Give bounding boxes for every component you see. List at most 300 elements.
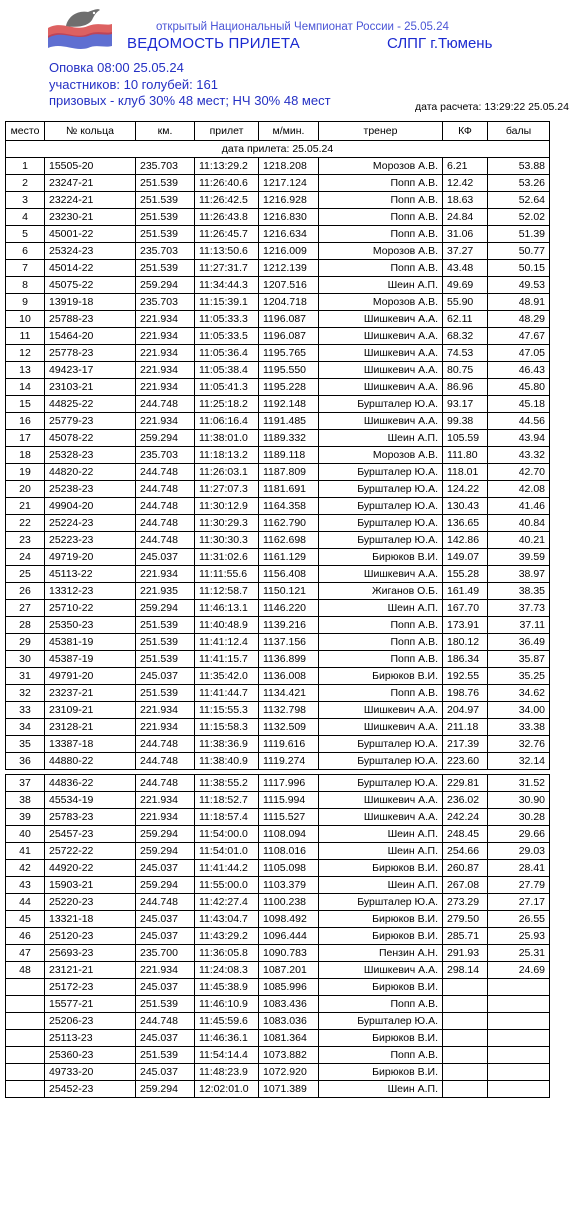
cell-points: 33.38 (488, 719, 550, 736)
cell-trainer: Шишкевич А.А. (319, 566, 443, 583)
cell-distance: 245.037 (136, 979, 195, 996)
table-row (6, 809, 550, 826)
cell-points (488, 1064, 550, 1081)
cell-speed: 1191.485 (259, 413, 319, 430)
cell-kf: 18.63 (443, 192, 488, 209)
cell-points: 47.67 (488, 328, 550, 345)
cell-speed: 1162.698 (259, 532, 319, 549)
cell-points: 37.73 (488, 600, 550, 617)
cell-points: 28.41 (488, 860, 550, 877)
cell-distance: 244.748 (136, 498, 195, 515)
cell-speed: 1204.718 (259, 294, 319, 311)
cell-place: 38 (6, 792, 45, 809)
cell-distance: 251.539 (136, 1047, 195, 1064)
cell-trainer: Морозов А.В. (319, 158, 443, 175)
table-row (6, 826, 550, 843)
cell-arrival-time: 11:05:36.4 (195, 345, 259, 362)
cell-place: 30 (6, 651, 45, 668)
cell-kf: 254.66 (443, 843, 488, 860)
cell-trainer: Попп А.В. (319, 996, 443, 1013)
cell-trainer: Шеин А.П. (319, 1081, 443, 1098)
cell-ring-number: 25350-23 (45, 617, 136, 634)
cell-ring-number: 25452-23 (45, 1081, 136, 1098)
cell-place: 42 (6, 860, 45, 877)
cell-arrival-time: 11:42:27.4 (195, 894, 259, 911)
cell-ring-number: 23224-21 (45, 192, 136, 209)
cell-speed: 1132.509 (259, 719, 319, 736)
cell-place: 44 (6, 894, 45, 911)
cell-kf: 24.84 (443, 209, 488, 226)
cell-trainer: Бирюков В.И. (319, 979, 443, 996)
cell-speed: 1196.087 (259, 328, 319, 345)
cell-distance: 235.703 (136, 243, 195, 260)
cell-arrival-time: 11:41:12.4 (195, 634, 259, 651)
table-row (6, 753, 550, 770)
cell-kf: 248.45 (443, 826, 488, 843)
cell-ring-number: 25172-23 (45, 979, 136, 996)
club-name: СЛПГ г.Тюмень (387, 35, 493, 52)
table-row (6, 328, 550, 345)
cell-place: 1 (6, 158, 45, 175)
table-row (6, 379, 550, 396)
table-row (6, 962, 550, 979)
cell-ring-number: 13312-23 (45, 583, 136, 600)
cell-speed: 1192.148 (259, 396, 319, 413)
table-row (6, 843, 550, 860)
cell-points: 40.84 (488, 515, 550, 532)
col-speed: м/мин. (259, 122, 319, 141)
cell-kf: 111.80 (443, 447, 488, 464)
cell-arrival-time: 11:26:45.7 (195, 226, 259, 243)
cell-place: 6 (6, 243, 45, 260)
cell-place (6, 1064, 45, 1081)
cell-distance: 251.539 (136, 651, 195, 668)
cell-arrival-time: 11:54:00.0 (195, 826, 259, 843)
cell-trainer: Шишкевич А.А. (319, 792, 443, 809)
cell-distance: 259.294 (136, 877, 195, 894)
cell-arrival-time: 11:35:42.0 (195, 668, 259, 685)
cell-arrival-time: 11:11:55.6 (195, 566, 259, 583)
cell-trainer: Попп А.В. (319, 175, 443, 192)
cell-distance: 235.703 (136, 294, 195, 311)
cell-place: 8 (6, 277, 45, 294)
cell-distance: 259.294 (136, 600, 195, 617)
cell-arrival-time: 11:38:36.9 (195, 736, 259, 753)
cell-place: 27 (6, 600, 45, 617)
cell-distance: 221.934 (136, 379, 195, 396)
cell-points: 32.14 (488, 753, 550, 770)
cell-arrival-time: 11:26:42.5 (195, 192, 259, 209)
cell-arrival-time: 11:45:38.9 (195, 979, 259, 996)
table-row (6, 277, 550, 294)
table-row (6, 1064, 550, 1081)
cell-distance: 221.934 (136, 566, 195, 583)
cell-kf: 223.60 (443, 753, 488, 770)
table-row (6, 996, 550, 1013)
cell-trainer: Бирюков В.И. (319, 911, 443, 928)
cell-place: 34 (6, 719, 45, 736)
cell-points: 51.39 (488, 226, 550, 243)
cell-place: 7 (6, 260, 45, 277)
col-trainer: тренер (319, 122, 443, 141)
cell-place: 39 (6, 809, 45, 826)
cell-points: 43.32 (488, 447, 550, 464)
cell-trainer: Буршталер Ю.А. (319, 1013, 443, 1030)
cell-speed: 1196.087 (259, 311, 319, 328)
cell-arrival-time: 11:05:33.3 (195, 311, 259, 328)
cell-trainer: Буршталер Ю.А. (319, 532, 443, 549)
cell-ring-number: 13321-18 (45, 911, 136, 928)
cell-speed: 1216.830 (259, 209, 319, 226)
cell-points (488, 979, 550, 996)
cell-arrival-time: 11:46:10.9 (195, 996, 259, 1013)
cell-speed: 1150.121 (259, 583, 319, 600)
cell-points: 34.62 (488, 685, 550, 702)
cell-points: 41.46 (488, 498, 550, 515)
cell-trainer: Шишкевич А.А. (319, 809, 443, 826)
cell-distance: 245.037 (136, 860, 195, 877)
cell-kf: 86.96 (443, 379, 488, 396)
cell-arrival-time: 12:02:01.0 (195, 1081, 259, 1098)
cell-distance: 244.748 (136, 775, 195, 792)
cell-speed: 1087.201 (259, 962, 319, 979)
cell-ring-number: 15577-21 (45, 996, 136, 1013)
cell-distance: 245.037 (136, 928, 195, 945)
cell-points: 29.66 (488, 826, 550, 843)
cell-arrival-time: 11:15:39.1 (195, 294, 259, 311)
cell-points: 26.55 (488, 911, 550, 928)
cell-points: 42.70 (488, 464, 550, 481)
cell-points: 43.94 (488, 430, 550, 447)
cell-points: 53.88 (488, 158, 550, 175)
cell-ring-number: 15505-20 (45, 158, 136, 175)
cell-place: 48 (6, 962, 45, 979)
cell-distance: 244.748 (136, 1013, 195, 1030)
cell-kf: 74.53 (443, 345, 488, 362)
cell-ring-number: 25206-23 (45, 1013, 136, 1030)
cell-place: 24 (6, 549, 45, 566)
cell-place: 19 (6, 464, 45, 481)
cell-trainer: Шеин А.П. (319, 826, 443, 843)
cell-ring-number: 25224-23 (45, 515, 136, 532)
cell-ring-number: 49423-17 (45, 362, 136, 379)
cell-ring-number: 15903-21 (45, 877, 136, 894)
cell-trainer: Буршталер Ю.А. (319, 481, 443, 498)
cell-ring-number: 45078-22 (45, 430, 136, 447)
cell-place: 28 (6, 617, 45, 634)
cell-kf: 192.55 (443, 668, 488, 685)
cell-arrival-time: 11:26:40.6 (195, 175, 259, 192)
cell-ring-number: 25722-22 (45, 843, 136, 860)
col-points: балы (488, 122, 550, 141)
cell-distance: 245.037 (136, 911, 195, 928)
cell-arrival-time: 11:41:15.7 (195, 651, 259, 668)
col-arrival: прилет (195, 122, 259, 141)
table-row (6, 702, 550, 719)
cell-kf (443, 1081, 488, 1098)
table-row (6, 226, 550, 243)
cell-points: 50.15 (488, 260, 550, 277)
cell-trainer: Попп А.В. (319, 209, 443, 226)
cell-kf: 130.43 (443, 498, 488, 515)
cell-trainer: Попп А.В. (319, 651, 443, 668)
cell-ring-number: 25223-23 (45, 532, 136, 549)
cell-place: 32 (6, 685, 45, 702)
table-row (6, 634, 550, 651)
cell-place: 41 (6, 843, 45, 860)
cell-points: 35.25 (488, 668, 550, 685)
cell-arrival-time: 11:38:55.2 (195, 775, 259, 792)
cell-trainer: Шеин А.П. (319, 843, 443, 860)
cell-place: 26 (6, 583, 45, 600)
cell-points: 50.77 (488, 243, 550, 260)
cell-trainer: Шеин А.П. (319, 600, 443, 617)
cell-points: 37.11 (488, 617, 550, 634)
cell-arrival-time: 11:30:12.9 (195, 498, 259, 515)
cell-ring-number: 15464-20 (45, 328, 136, 345)
cell-place: 12 (6, 345, 45, 362)
cell-speed: 1195.550 (259, 362, 319, 379)
cell-points: 35.87 (488, 651, 550, 668)
cell-speed: 1181.691 (259, 481, 319, 498)
pigeon-flag-logo (44, 6, 116, 52)
table-row (6, 775, 550, 792)
cell-distance: 244.748 (136, 396, 195, 413)
cell-ring-number: 49791-20 (45, 668, 136, 685)
cell-ring-number: 25779-23 (45, 413, 136, 430)
cell-points: 27.17 (488, 894, 550, 911)
table-row (6, 600, 550, 617)
cell-trainer: Шишкевич А.А. (319, 311, 443, 328)
cell-speed: 1117.996 (259, 775, 319, 792)
table-row (6, 311, 550, 328)
cell-place: 4 (6, 209, 45, 226)
cell-ring-number: 25238-23 (45, 481, 136, 498)
cell-kf: 298.14 (443, 962, 488, 979)
cell-kf: 291.93 (443, 945, 488, 962)
participants-info: участников: 10 голубей: 161 (49, 77, 218, 92)
cell-points (488, 1081, 550, 1098)
cell-points: 25.93 (488, 928, 550, 945)
cell-speed: 1119.274 (259, 753, 319, 770)
cell-ring-number: 23247-21 (45, 175, 136, 192)
cell-place (6, 979, 45, 996)
cell-speed: 1073.882 (259, 1047, 319, 1064)
cell-kf: 211.18 (443, 719, 488, 736)
cell-points: 27.79 (488, 877, 550, 894)
table-row (6, 209, 550, 226)
col-km: км. (136, 122, 195, 141)
cell-trainer: Попп А.В. (319, 192, 443, 209)
table-row (6, 583, 550, 600)
cell-points: 34.00 (488, 702, 550, 719)
table-row (6, 464, 550, 481)
cell-points: 30.90 (488, 792, 550, 809)
cell-arrival-time: 11:06:16.4 (195, 413, 259, 430)
cell-arrival-time: 11:15:55.3 (195, 702, 259, 719)
cell-arrival-time: 11:54:01.0 (195, 843, 259, 860)
table-row (6, 1030, 550, 1047)
cell-place: 9 (6, 294, 45, 311)
cell-trainer: Шеин А.П. (319, 430, 443, 447)
cell-distance: 244.748 (136, 736, 195, 753)
cell-kf: 12.42 (443, 175, 488, 192)
table-row (6, 1013, 550, 1030)
cell-trainer: Буршталер Ю.А. (319, 498, 443, 515)
cell-arrival-time: 11:43:29.2 (195, 928, 259, 945)
cell-place: 46 (6, 928, 45, 945)
release-info: Оповка 08:00 25.05.24 (49, 60, 184, 75)
cell-arrival-time: 11:55:00.0 (195, 877, 259, 894)
cell-distance: 244.748 (136, 753, 195, 770)
table-row (6, 928, 550, 945)
cell-points: 48.91 (488, 294, 550, 311)
cell-kf: 285.71 (443, 928, 488, 945)
cell-place (6, 996, 45, 1013)
cell-speed: 1162.790 (259, 515, 319, 532)
cell-kf: 260.87 (443, 860, 488, 877)
cell-speed: 1137.156 (259, 634, 319, 651)
cell-trainer: Бирюков В.И. (319, 928, 443, 945)
cell-ring-number: 23121-21 (45, 962, 136, 979)
cell-distance: 251.539 (136, 634, 195, 651)
cell-points: 45.80 (488, 379, 550, 396)
cell-arrival-time: 11:26:43.8 (195, 209, 259, 226)
table-row (6, 792, 550, 809)
cell-trainer: Буршталер Ю.А. (319, 894, 443, 911)
cell-kf: 31.06 (443, 226, 488, 243)
cell-points: 30.28 (488, 809, 550, 826)
cell-speed: 1161.129 (259, 549, 319, 566)
cell-distance: 221.934 (136, 311, 195, 328)
arrival-date-label: дата прилета: 25.05.24 (6, 141, 550, 158)
cell-speed: 1218.208 (259, 158, 319, 175)
cell-kf: 49.69 (443, 277, 488, 294)
cell-arrival-time: 11:31:02.6 (195, 549, 259, 566)
col-place: место (6, 122, 45, 141)
cell-distance: 251.539 (136, 175, 195, 192)
cell-points: 45.18 (488, 396, 550, 413)
cell-place: 18 (6, 447, 45, 464)
cell-distance: 244.748 (136, 515, 195, 532)
cell-distance: 251.539 (136, 617, 195, 634)
cell-ring-number: 25324-23 (45, 243, 136, 260)
table-row (6, 719, 550, 736)
cell-kf: 173.91 (443, 617, 488, 634)
cell-kf (443, 1030, 488, 1047)
col-kf: КФ (443, 122, 488, 141)
cell-ring-number: 25788-23 (45, 311, 136, 328)
table-row (6, 1047, 550, 1064)
cell-trainer: Попп А.В. (319, 617, 443, 634)
cell-ring-number: 49904-20 (45, 498, 136, 515)
table-row (6, 345, 550, 362)
cell-place: 36 (6, 753, 45, 770)
prizes-info: призовых - клуб 30% 48 мест; НЧ 30% 48 мест (49, 93, 331, 108)
cell-trainer: Буршталер Ю.А. (319, 775, 443, 792)
table-row (6, 617, 550, 634)
cell-trainer: Шишкевич А.А. (319, 362, 443, 379)
table-row (6, 532, 550, 549)
cell-arrival-time: 11:13:29.2 (195, 158, 259, 175)
cell-points (488, 1047, 550, 1064)
cell-ring-number: 23230-21 (45, 209, 136, 226)
cell-distance: 245.037 (136, 1030, 195, 1047)
col-ring: № кольца (45, 122, 136, 141)
cell-distance: 251.539 (136, 226, 195, 243)
document-title: ВЕДОМОСТЬ ПРИЛЕТА (127, 35, 300, 52)
cell-distance: 259.294 (136, 826, 195, 843)
cell-trainer: Пензин А.Н. (319, 945, 443, 962)
cell-arrival-time: 11:34:44.3 (195, 277, 259, 294)
cell-arrival-time: 11:18:52.7 (195, 792, 259, 809)
cell-points (488, 1013, 550, 1030)
cell-arrival-time: 11:30:29.3 (195, 515, 259, 532)
cell-speed: 1189.118 (259, 447, 319, 464)
cell-distance: 245.037 (136, 549, 195, 566)
cell-kf: 279.50 (443, 911, 488, 928)
cell-ring-number: 25220-23 (45, 894, 136, 911)
cell-ring-number: 25120-23 (45, 928, 136, 945)
cell-kf: 43.48 (443, 260, 488, 277)
cell-trainer: Попп А.В. (319, 634, 443, 651)
cell-distance: 244.748 (136, 464, 195, 481)
cell-points: 24.69 (488, 962, 550, 979)
cell-arrival-time: 11:26:03.1 (195, 464, 259, 481)
cell-speed: 1105.098 (259, 860, 319, 877)
cell-points: 49.53 (488, 277, 550, 294)
table-row (6, 736, 550, 753)
cell-kf (443, 979, 488, 996)
cell-distance: 235.703 (136, 158, 195, 175)
cell-arrival-time: 11:24:08.3 (195, 962, 259, 979)
cell-trainer: Бирюков В.И. (319, 860, 443, 877)
cell-distance: 221.934 (136, 702, 195, 719)
cell-ring-number: 49719-20 (45, 549, 136, 566)
cell-place: 16 (6, 413, 45, 430)
cell-ring-number: 45113-22 (45, 566, 136, 583)
table-row (6, 549, 550, 566)
cell-kf: 142.86 (443, 532, 488, 549)
cell-place (6, 1081, 45, 1098)
cell-speed: 1096.444 (259, 928, 319, 945)
cell-ring-number: 45001-22 (45, 226, 136, 243)
cell-ring-number: 25693-23 (45, 945, 136, 962)
cell-ring-number: 44820-22 (45, 464, 136, 481)
cell-points (488, 1030, 550, 1047)
cell-distance: 259.294 (136, 430, 195, 447)
cell-speed: 1103.379 (259, 877, 319, 894)
table-row (6, 515, 550, 532)
cell-trainer: Морозов А.В. (319, 447, 443, 464)
table-row (6, 651, 550, 668)
cell-distance: 244.748 (136, 481, 195, 498)
cell-points: 52.02 (488, 209, 550, 226)
cell-place (6, 1013, 45, 1030)
cell-arrival-time: 11:45:59.6 (195, 1013, 259, 1030)
cell-distance: 221.934 (136, 362, 195, 379)
cell-place: 11 (6, 328, 45, 345)
cell-trainer: Попп А.В. (319, 685, 443, 702)
cell-kf: 80.75 (443, 362, 488, 379)
cell-arrival-time: 11:46:36.1 (195, 1030, 259, 1047)
cell-distance: 259.294 (136, 843, 195, 860)
cell-points (488, 996, 550, 1013)
cell-ring-number: 44880-22 (45, 753, 136, 770)
cell-arrival-time: 11:13:50.6 (195, 243, 259, 260)
table-row (6, 192, 550, 209)
cell-kf: 186.34 (443, 651, 488, 668)
